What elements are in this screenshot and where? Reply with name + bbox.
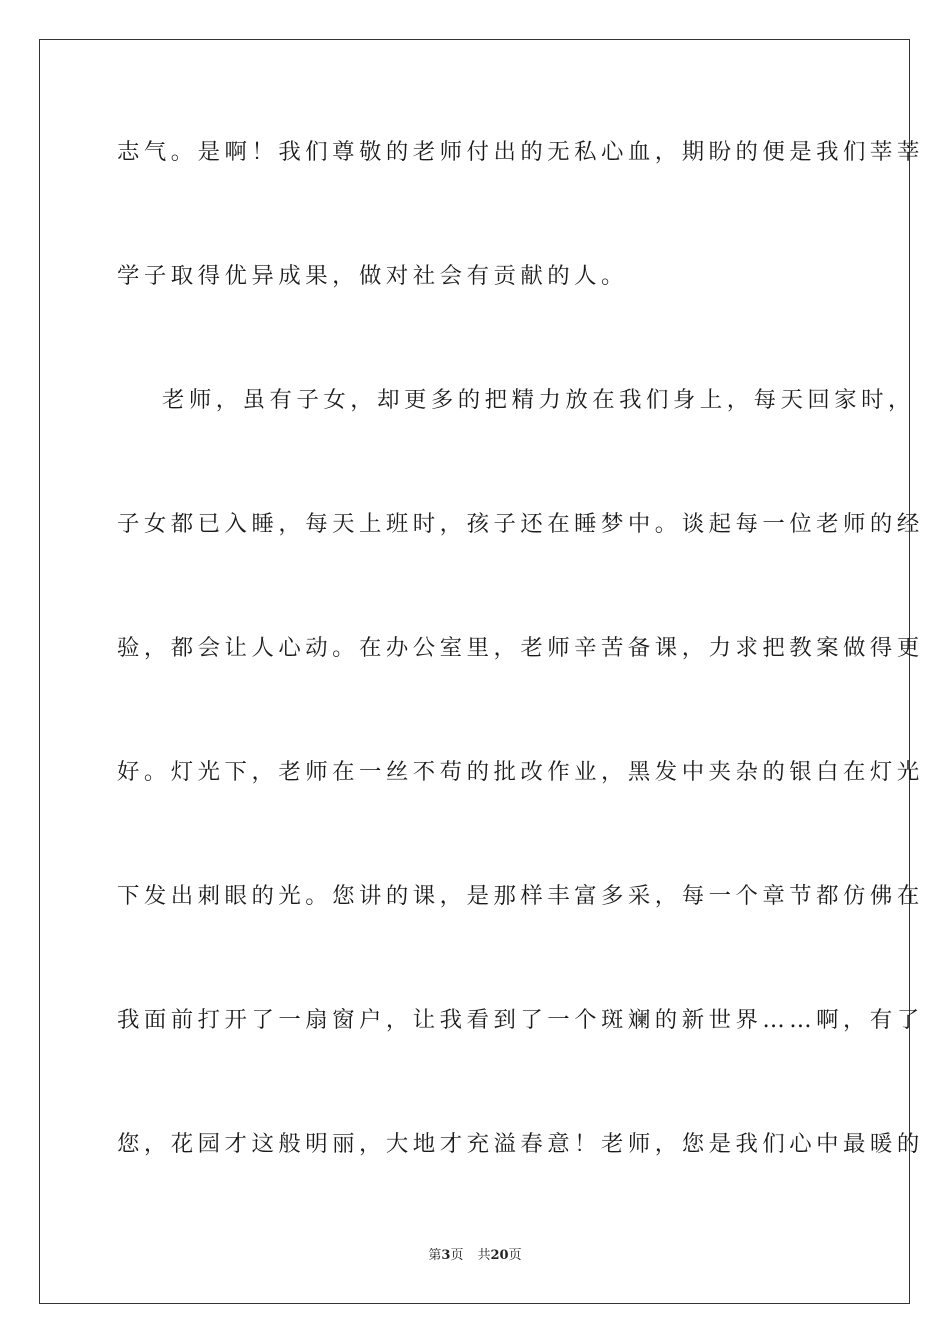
footer-total-prefix: 共 xyxy=(477,1248,491,1263)
footer-page-suffix: 页 xyxy=(450,1248,464,1263)
footer-total-pages: 20 xyxy=(490,1248,509,1263)
footer-page-number: 3 xyxy=(441,1248,451,1263)
page-border xyxy=(39,39,924,1304)
footer-page-prefix: 第 xyxy=(428,1248,442,1263)
text-line-5: 验，都会让人心动。在办公室里，老师辛苦备课，力求把教案做得更 xyxy=(117,635,924,661)
footer-total-suffix: 页 xyxy=(508,1248,522,1263)
text-line-9: 您，花园才这般明丽，大地才充溢春意！老师，您是我们心中最暖的 xyxy=(117,1131,924,1157)
text-line-8: 我面前打开了一扇窗户，让我看到了一个斑斓的新世界……啊，有了 xyxy=(117,1007,924,1033)
text-line-1: 志气。是啊！我们尊敬的老师付出的无私心血，期盼的便是我们莘莘 xyxy=(117,139,924,165)
text-line-7: 下发出刺眼的光。您讲的课，是那样丰富多采，每一个章节都仿佛在 xyxy=(117,883,924,909)
text-line-4: 子女都已入睡，每天上班时，孩子还在睡梦中。谈起每一位老师的经 xyxy=(117,511,924,537)
text-line-6: 好。灯光下，老师在一丝不苟的批改作业，黑发中夹杂的银白在灯光 xyxy=(117,759,924,785)
text-line-2: 学子取得优异成果，做对社会有贡献的人。 xyxy=(117,263,628,289)
page-footer xyxy=(0,1247,950,1265)
text-line-3: 老师，虽有子女，却更多的把精力放在我们身上，每天回家时， xyxy=(162,387,915,413)
